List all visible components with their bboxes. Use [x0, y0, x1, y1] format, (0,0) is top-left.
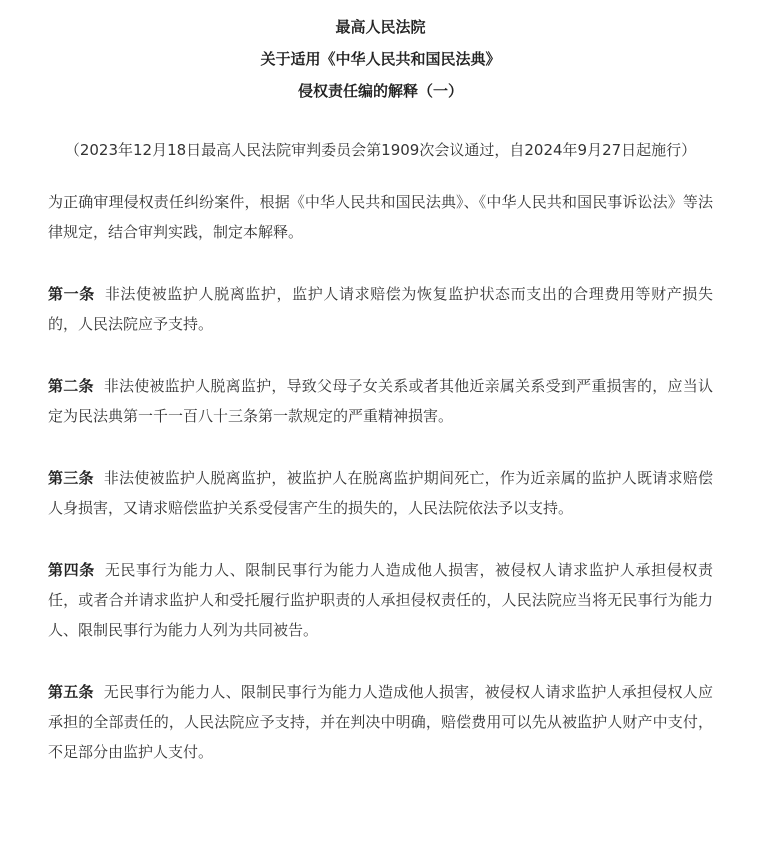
article-2 [48, 371, 713, 431]
title-line-interpretation: 侵权责任编的解释（一） [297, 82, 463, 100]
intro-paragraph: 为正确审理侵权责任纠纷案件，根据《中华人民共和国民法典》、《中华人民共和国民事诉讼法》等法律规定，结合审判实践，制定本解释。 [48, 193, 713, 241]
article-number: 第二条 [48, 377, 94, 395]
article-number: 第五条 [48, 683, 94, 701]
article-4 [48, 555, 713, 645]
article-text: 非法使被监护人脱离监护，监护人请求赔偿为恢复监护状态而支出的合理费用等财产损失的，人民法院应予支持。 [48, 285, 713, 333]
article-5 [48, 677, 713, 767]
title-line-court: 最高人民法院 [335, 18, 426, 36]
article-number: 第一条 [48, 285, 95, 303]
article-3 [48, 463, 713, 523]
adoption-note: （2023年12月18日最高人民法院审判委员会第1909次会议通过，自2024年9月27日起施行） [64, 141, 697, 159]
article-text: 无民事行为能力人、限制民事行为能力人造成他人损害，被侵权人请求监护人承担侵权责任，或者合并请求监护人和受托履行监护职责的人承担侵权责任的，人民法院应当将无民事行为能力人、限制民事行为能力人列为共同被告。 [48, 561, 713, 639]
article-1 [48, 279, 713, 339]
article-number: 第四条 [48, 561, 95, 579]
article-text: 非法使被监护人脱离监护，被监护人在脱离监护期间死亡，作为近亲属的监护人既请求赔偿人身损害，又请求赔偿监护关系受侵害产生的损失的，人民法院依法予以支持。 [48, 469, 713, 517]
title-line-subject: 关于适用《中华人民共和国民法典》 [260, 50, 501, 68]
article-number: 第三条 [48, 469, 94, 487]
article-text: 非法使被监护人脱离监护，导致父母子女关系或者其他近亲属关系受到严重损害的，应当认定为民法典第一千一百八十三条第一款规定的严重精神损害。 [48, 377, 713, 425]
document-title [48, 0, 713, 107]
article-text: 无民事行为能力人、限制民事行为能力人造成他人损害，被侵权人请求监护人承担侵权人应承担的全部责任的，人民法院应予支持，并在判决中明确，赔偿费用可以先从被监护人财产中支付，不足部分由监护人支付。 [48, 683, 713, 761]
